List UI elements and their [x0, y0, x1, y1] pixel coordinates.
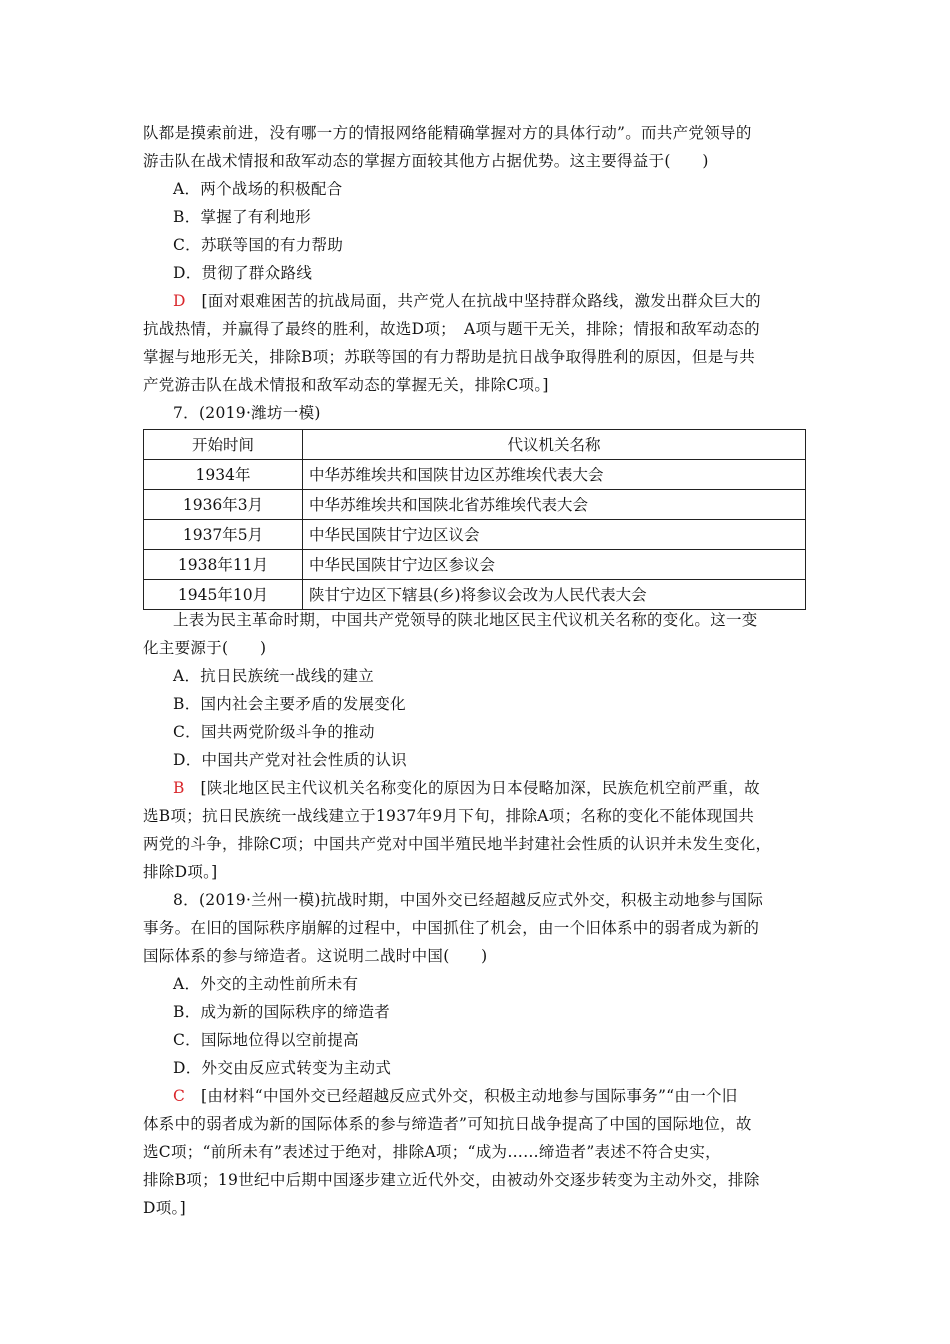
q7-stem-line: 化主要源于( ) — [143, 639, 267, 657]
q7-explanation-line: [陕北地区民主代议机关名称变化的原因为日本侵略加深，民族危机空前严重，故 — [200, 779, 760, 797]
table-cell-date: 1934年 — [144, 460, 303, 490]
table-cell-name: 中华民国陕甘宁边区议会 — [303, 520, 806, 550]
table-header-cell: 代议机关名称 — [303, 430, 806, 460]
q6-option-a: A．两个战场的积极配合 — [173, 180, 343, 198]
q6-option-b: B．掌握了有利地形 — [173, 208, 312, 226]
table-row — [144, 520, 806, 550]
q7-explanation-line: 两党的斗争，排除C项；中国共产党对中国半殖民地半封建社会性质的认识并未发生变化， — [143, 835, 772, 853]
q8-option-b: B．成为新的国际秩序的缔造者 — [173, 1003, 391, 1021]
q8-explanation-line: 排除B项；19世纪中后期中国逐步建立近代外交，由被动外交逐步转变为主动外交，排除 — [143, 1171, 760, 1189]
q6-explanation-line: [面对艰难困苦的抗战局面，共产党人在抗战中坚持群众路线，激发出群众巨大的 — [201, 292, 761, 310]
q6-option-c: C．苏联等国的有力帮助 — [173, 236, 344, 254]
q7-table — [143, 429, 806, 610]
q8-stem-line: 事务。在旧的国际秩序崩解的过程中，中国抓住了机会，由一个旧体系中的弱者成为新的 — [143, 919, 760, 937]
q7-explanation-line: 选B项；抗日民族统一战线建立于1937年9月下旬，排除A项；名称的变化不能体现国共 — [143, 807, 755, 825]
table-cell-name: 中华苏维埃共和国陕北省苏维埃代表大会 — [303, 490, 806, 520]
table-cell-date: 1937年5月 — [144, 520, 303, 550]
table-cell-date: 1945年10月 — [144, 580, 303, 610]
q7-option-a: A．抗日民族统一战线的建立 — [173, 667, 375, 685]
q7-answer-explanation — [173, 778, 760, 798]
q7-option-b: B．国内社会主要矛盾的发展变化 — [173, 695, 406, 713]
table-row — [144, 580, 806, 610]
q6-answer-letter: D — [173, 292, 186, 310]
table-row — [144, 550, 806, 580]
q8-option-c: C．国际地位得以空前提高 — [173, 1031, 359, 1049]
q8-option-d: D．外交由反应式转变为主动式 — [173, 1059, 392, 1077]
q8-option-a: A．外交的主动性前所未有 — [173, 975, 359, 993]
table-row — [144, 460, 806, 490]
q6-option-d: D．贯彻了群众路线 — [173, 264, 313, 282]
q6-explanation-line: 产党游击队在战术情报和敌军动态的掌握无关，排除C项。] — [143, 376, 549, 394]
table-header-row — [144, 430, 806, 460]
table-cell-name: 陕甘宁边区下辖县(乡)将参议会改为人民代表大会 — [303, 580, 806, 610]
q7-option-d: D．中国共产党对社会性质的认识 — [173, 751, 407, 769]
q6-stem-line: 游击队在战术情报和敌军动态的掌握方面较其他方占据优势。这主要得益于( ) — [143, 152, 709, 170]
q7-stem-line: 上表为民主革命时期，中国共产党领导的陕北地区民主代议机关名称的变化。这一变 — [173, 611, 758, 629]
q7-heading: 7．(2019·潍坊一模) — [173, 404, 321, 422]
q6-stem-line: 队都是摸索前进，没有哪一方的情报网络能精确掌握对方的具体行动”。而共产党领导的 — [143, 124, 752, 142]
table-cell-date: 1938年11月 — [144, 550, 303, 580]
table-cell-name: 中华民国陕甘宁边区参议会 — [303, 550, 806, 580]
q6-explanation-line: 掌握与地形无关，排除B项；苏联等国的有力帮助是抗日战争取得胜利的原因，但是与共 — [143, 348, 756, 366]
q7-explanation-line: 排除D项。] — [143, 863, 218, 881]
q8-answer-explanation — [173, 1086, 738, 1106]
q7-option-c: C．国共两党阶级斗争的推动 — [173, 723, 375, 741]
table-row — [144, 490, 806, 520]
q8-explanation-line: 选C项；“前所未有”表述过于绝对，排除A项；“成为……缔造者”表述不符合史实， — [143, 1143, 721, 1161]
table-cell-date: 1936年3月 — [144, 490, 303, 520]
q8-answer-letter: C — [173, 1087, 186, 1105]
q8-stem-line: 国际体系的参与缔造者。这说明二战时中国( ) — [143, 947, 488, 965]
q6-explanation-line: 抗战热情，并赢得了最终的胜利，故选D项； A项与题干无关，排除；情报和敌军动态的 — [143, 320, 760, 338]
q8-explanation-line: D项。] — [143, 1199, 186, 1217]
table-header-cell: 开始时间 — [144, 430, 303, 460]
table-cell-name: 中华苏维埃共和国陕甘边区苏维埃代表大会 — [303, 460, 806, 490]
q8-explanation-line: 体系中的弱者成为新的国际体系的参与缔造者”可知抗日战争提高了中国的国际地位，故 — [143, 1115, 752, 1133]
q6-answer-explanation — [173, 291, 761, 311]
q8-explanation-line: [由材料“中国外交已经超越反应式外交，积极主动地参与国际事务”“由一个旧 — [200, 1087, 738, 1105]
q8-stem-line: 8．(2019·兰州一模)抗战时期，中国外交已经超越反应式外交，积极主动地参与国际 — [173, 891, 764, 909]
q7-answer-letter: B — [173, 779, 185, 797]
